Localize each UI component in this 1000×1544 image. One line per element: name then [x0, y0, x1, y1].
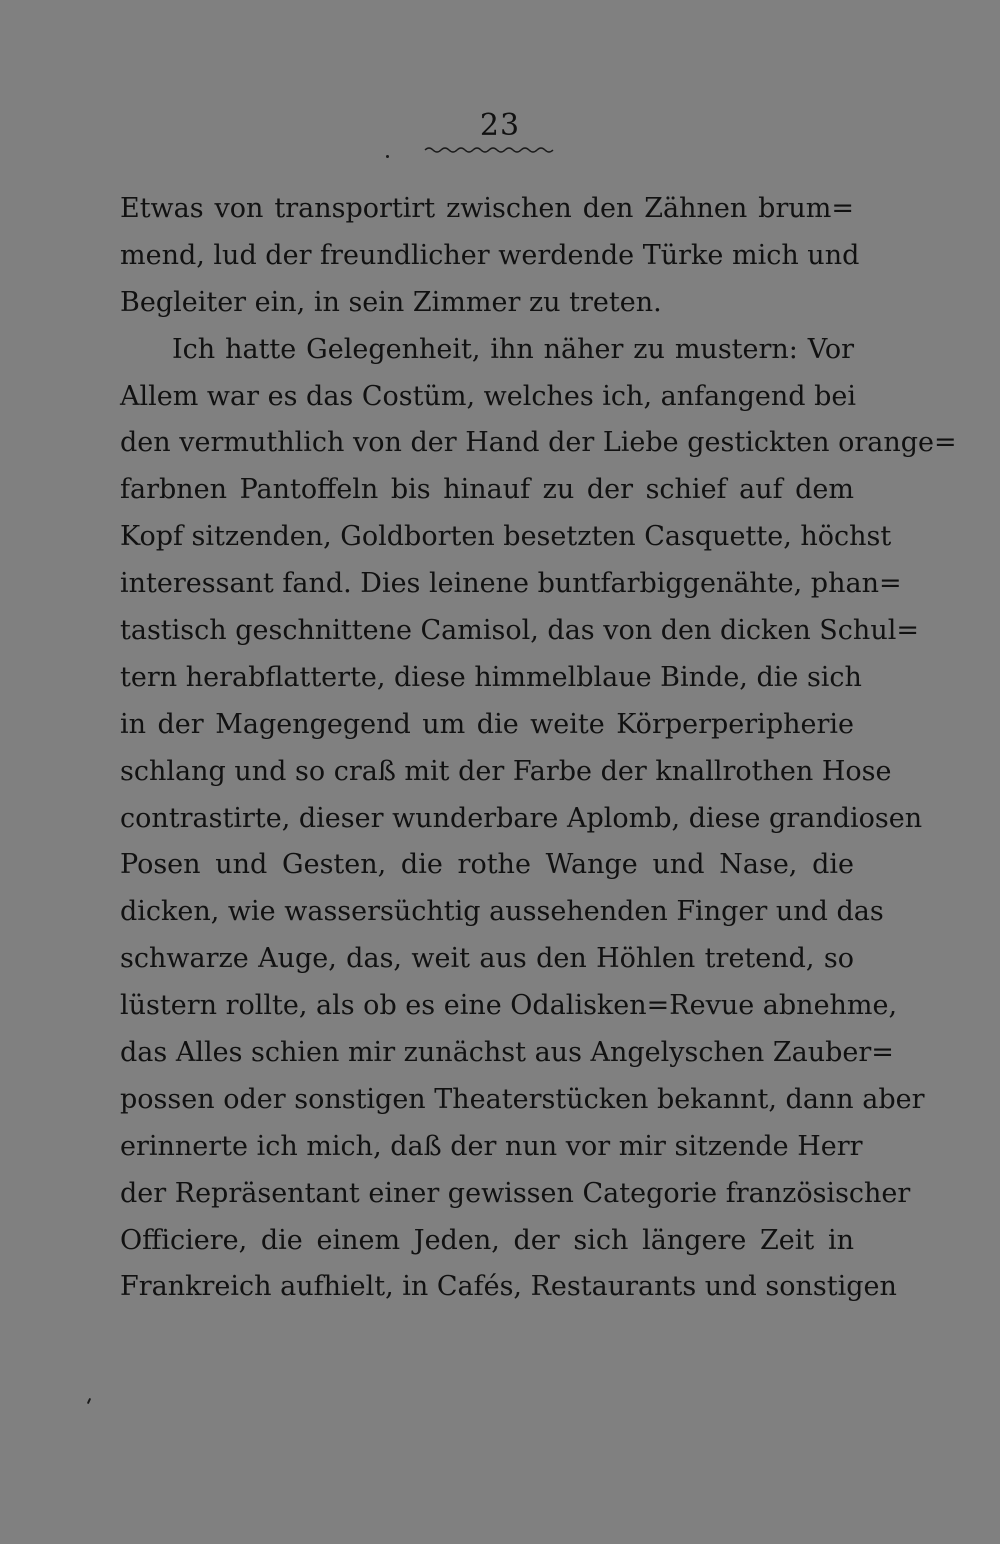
text-line: Posen und Gesten, die rothe Wange und Nase, die: [120, 849, 854, 881]
text-line: Etwas von transportirt zwischen den Zähnen brum=: [120, 193, 854, 224]
text-line: in der Magengegend um die weite Körperperipherie: [120, 708, 854, 740]
text-line: schlang und so craß mit der Farbe der knallrothen Hose: [120, 755, 892, 787]
text-line: dicken, wie wassersüchtig aussehenden Finger und das: [120, 896, 884, 928]
text-line: Frankreich aufhielt, in Cafés, Restaurants und sonstigen: [120, 1271, 897, 1303]
wavy-rule-ornament: [425, 146, 553, 154]
text-line: interessant fand. Dies leinene buntfarbiggenähte, phan=: [120, 568, 902, 600]
text-line: farbnen Pantoffeln bis hinauf zu der schief auf dem: [120, 474, 854, 506]
text-line: Allem war es das Costüm, welches ich, anfangend bei: [120, 380, 856, 412]
text-line: schwarze Auge, das, weit aus den Höhlen tretend, so: [120, 943, 854, 975]
text-line: tern herabflatterte, diese himmelblaue Binde, die sich: [120, 661, 862, 693]
text-line: contrastirte, dieser wunderbare Aplomb, diese grandiosen: [120, 802, 923, 834]
text-line: erinnerte ich mich, daß der nun vor mir sitzende Herr: [120, 1130, 863, 1162]
text-line: possen oder sonstigen Theaterstücken bekannt, dann aber: [120, 1083, 925, 1115]
text-line: lüstern rollte, als ob es eine Odalisken=Revue abnehme,: [120, 990, 898, 1022]
scan-speck: [87, 1398, 91, 1404]
text-line: Officiere, die einem Jeden, der sich längere Zeit in: [120, 1224, 854, 1256]
text-line: der Repräsentant einer gewissen Categorie französischer: [120, 1177, 911, 1209]
paragraph-start-line: Ich hatte Gelegenheit, ihn näher zu mustern: Vor: [172, 333, 854, 365]
text-line: mend, lud der freundlicher werdende Türke mich und: [120, 239, 860, 271]
text-line: Begleiter ein, in sein Zimmer zu treten.: [120, 286, 662, 318]
text-line: das Alles schien mir zunächst aus Angelyschen Zauber=: [120, 1037, 894, 1069]
text-line: den vermuthlich von der Hand der Liebe gestickten orange=: [120, 427, 957, 459]
scan-speck: [386, 155, 389, 158]
body-text: [120, 186, 957, 1311]
page-number: 23: [479, 108, 521, 143]
text-line: tastisch geschnittene Camisol, das von den dicken Schul=: [120, 615, 919, 647]
text-line: Kopf sitzenden, Goldborten besetzten Casquette, höchst: [120, 521, 892, 553]
